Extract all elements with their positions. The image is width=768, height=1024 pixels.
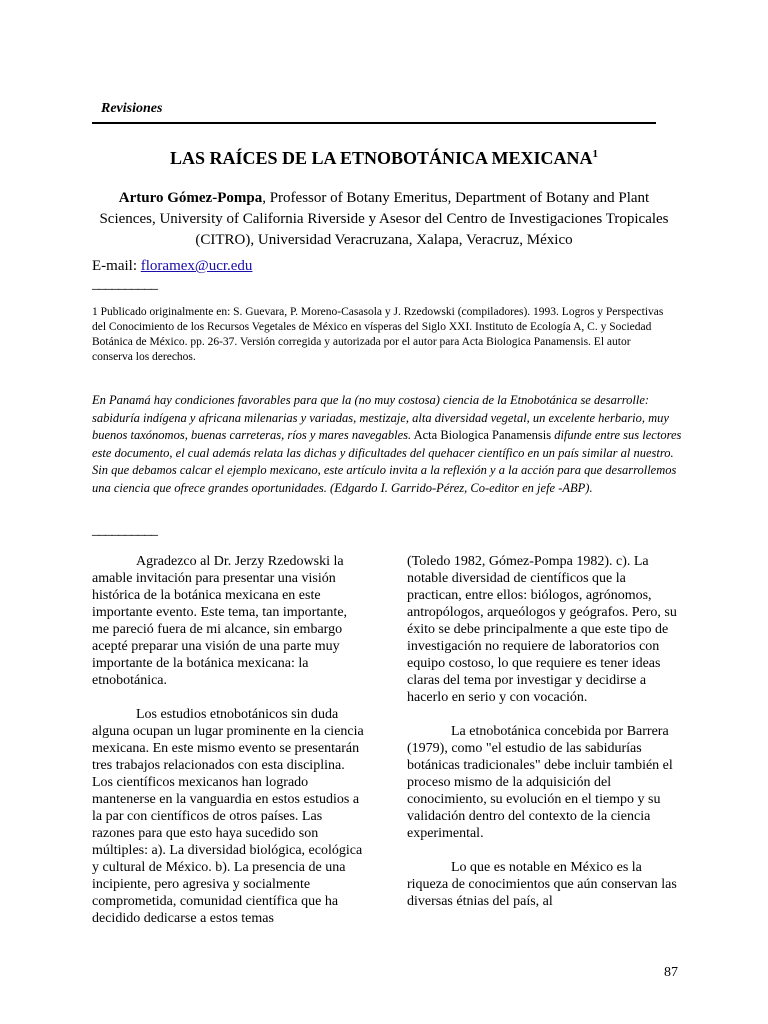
header-rule: [92, 122, 656, 124]
footnote: 1 Publicado originalmente en: S. Guevara, P. Moreno-Casasola y J. Rzedowski (compiladores). 1993. Logros y Perspectivas del Conocimiento de los Recursos Vegetales de México en vísperas del Siglo XXI. Instituto de Ecología A, C. y Sociedad Botánica de México. pp. 26-37. Versión corregida y autorizada por el autor para Acta Biologica Panamensis. El autor conserva los derechos.: [92, 306, 664, 363]
footnote-separator: __________: [92, 276, 157, 292]
body-left-column: [92, 553, 364, 944]
email-label: E-mail:: [92, 258, 141, 274]
editor-note-part2: difunde entre sus lectores este documento, el cual además relata las dichas y dificultades del quehacer científico en un país similar al nuestro. Sin que debamos calcar el ejemplo mexicano, este artículo invita a la reflexión y a la acción para que desarrollemos una ciencia que ofrece grandes oportunidades. (Edgardo I. Garrido-Pérez, Co-editor en jefe -ABP).: [92, 428, 682, 495]
paragraph: Agradezco al Dr. Jerzy Rzedowski la amable invitación para presentar una visión histórica de la botánica mexicana en este importante evento. Este tema, tan importante, me pareció fuera de mi alcance, sin embargo acepté preparar una visión de una parte muy importante de la botánica mexicana: la etnobotánica.: [92, 554, 348, 688]
body-right-column: [407, 553, 679, 927]
journal-name: Acta Biologica Panamensis: [411, 428, 555, 442]
section-separator: __________: [92, 522, 157, 538]
article-title: [92, 148, 676, 169]
title-footnote-mark[interactable]: 1: [592, 148, 599, 160]
paragraph: (Toledo 1982, Gómez-Pompa 1982). c). La notable diversidad de científicos que la practican, entre ellos: biólogos, agrónomos, antropólogos, arqueólogos y geógrafos. Pero, su éxito se debe principalmente a que este tipo de investigación no requiere de laboratorios con equipo costoso, lo que requiere es tener ideas claras del tema por investigar y decidirse a hacerlo en serio y con vocación.: [407, 554, 677, 705]
editor-note-part1: En Panamá hay condiciones favorables para que la (no muy costosa) ciencia de la Etnobotánica se desarrolle: sabiduría indígena y africana milenarias y variadas, mestizaje, alta diversidad vegetal, un excelente herbario, muy buenos taxónomos, buenas carreteras, ríos y mares navegables.: [92, 393, 669, 442]
author-affiliation: , Professor of Botany Emeritus, Department of Botany and Plant Sciences, University of California Riverside y Asesor del Centro de Investigaciones Tropicales (CITRO), Universidad Veracruzana, Xalapa, Veracruz, México: [99, 190, 669, 248]
email-line: [92, 257, 252, 275]
author-block: [92, 188, 676, 251]
paragraph: La etnobotánica concebida por Barrera (1979), como "el estudio de las sabidurías botánicas tradicionales" debe incluir también el proceso mismo de la adquisición del conocimiento, su evolución en el tiempo y su validación dentro del contexto de la ciencia experimental.: [407, 724, 673, 841]
article-title-text: LAS RAÍCES DE LA ETNOBOTÁNICA MEXICANA: [169, 148, 593, 168]
section-label: Revisiones: [101, 101, 163, 116]
editor-note: [92, 392, 682, 497]
email-link[interactable]: floramex@ucr.edu: [140, 258, 253, 274]
paragraph: Lo que es notable en México es la riqueza de conocimientos que aún conservan las diversas étnias del país, al: [407, 860, 677, 909]
author-name: Arturo Gómez-Pompa: [118, 190, 263, 206]
page-number: 87: [664, 965, 678, 980]
paragraph: Los estudios etnobotánicos sin duda alguna ocupan un lugar prominente en la ciencia mexicana. En este mismo evento se presentarán tres trabajos relacionados con esta disciplina. Los científicos mexicanos han logrado mantenerse en la vanguardia en estos estudios a la par con científicos de otros países. Las razones para que esto haya sucedido son múltiples: a). La diversidad biológica, ecológica y cultural de México. b). La presencia de una incipiente, pero agresiva y socialmente comprometida, comunidad científica que ha decidido dedicarse a estos temas: [92, 707, 364, 926]
